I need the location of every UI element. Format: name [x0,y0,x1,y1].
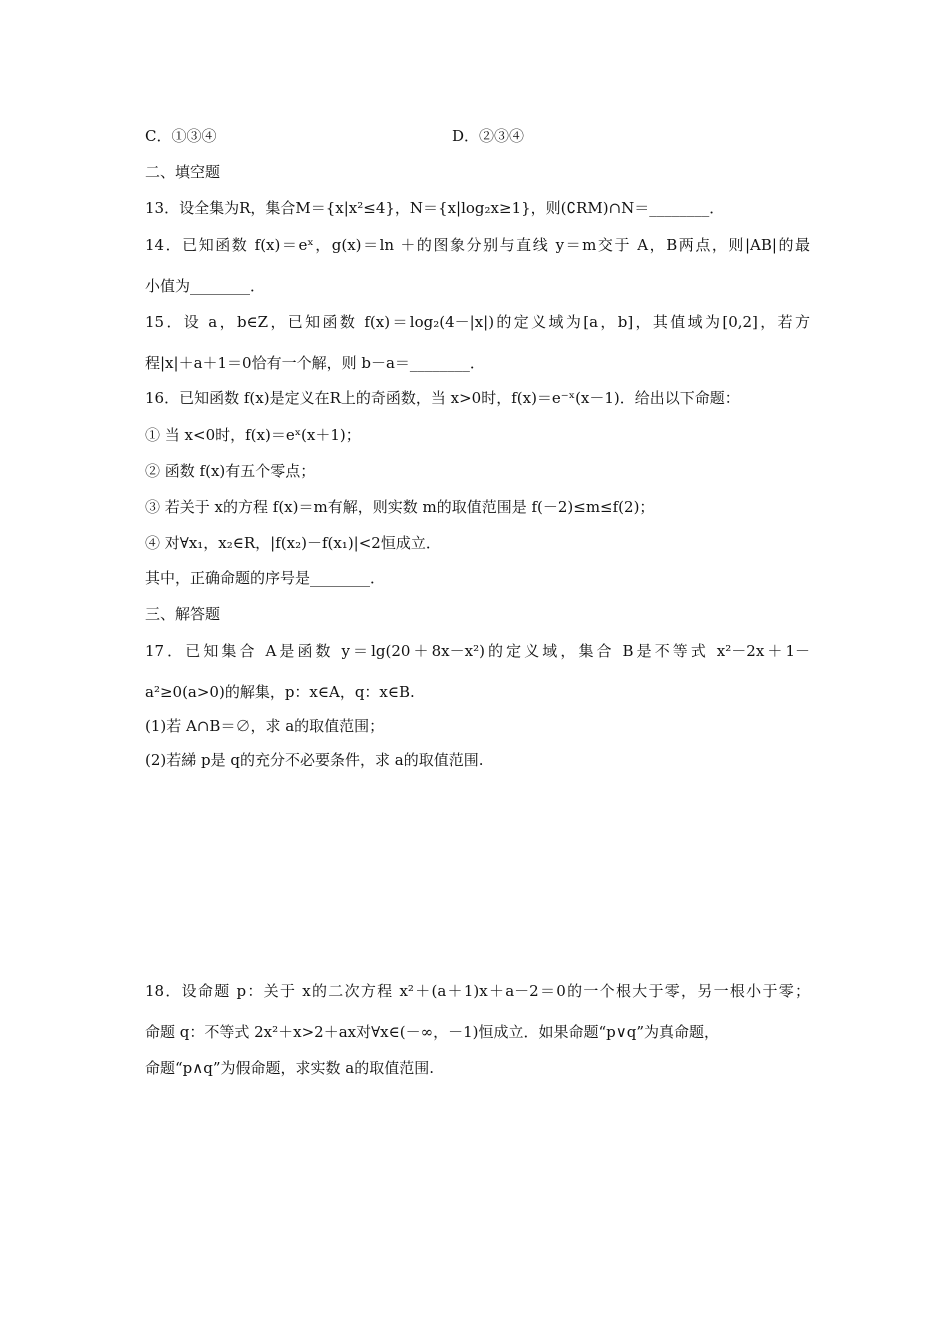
section-fill-in-heading: 二、填空题 [145,163,221,181]
question-14-line2: 小值为________． [145,277,266,295]
question-16-stem: 16．已知函数 f(x)是定义在R上的奇函数，当 x>0时，f(x)＝e⁻ˣ(x－1)．给出以下命题： [145,389,740,407]
question-17-part-2: (2)若綈 p是 q的充分不必要条件，求 a的取值范围. [145,751,484,769]
question-16-item-2: ② 函数 f(x)有五个零点； [145,462,316,480]
question-15-line1: 15．设 a，b∈Z，已知函数 f(x)＝log₂(4－|x|)的定义域为[a，b]，其值域为[0,2]，若方 [145,313,810,331]
question-16-ask: 其中，正确命题的序号是________． [145,569,386,587]
question-16-item-3: ③ 若关于 x的方程 f(x)＝m有解，则实数 m的取值范围是 f(－2)≤m≤f(2)； [145,498,655,516]
question-18-line2: 命题 q：不等式 2x²＋x>2＋ax对∀x∈(－∞，－1)恒成立．如果命题“p∨q”为真命题， [145,1023,720,1041]
section-answer-heading: 三、解答题 [145,605,221,623]
question-18-line3: 命题“p∧q”为假命题，求实数 a的取值范围. [145,1059,435,1077]
question-17-line2: a²≥0(a>0)的解集，p：x∈A，q：x∈B. [145,683,415,701]
question-14-line1: 14．已知函数 f(x)＝eˣ，g(x)＝ln ＋的图象分别与直线 y＝m交于 A，B两点，则|AB|的最 [145,236,810,254]
question-16-item-1: ① 当 x<0时，f(x)＝eˣ(x＋1)； [145,426,361,444]
question-15-line2: 程|x|＋a＋1＝0恰有一个解，则 b－a＝________． [145,354,485,372]
option-d: D．②③④ [452,127,525,145]
question-18-line1: 18．设命题 p：关于 x的二次方程 x²＋(a＋1)x＋a－2＝0的一个根大于零，另一根小于零； [145,982,810,1000]
question-17-part-1: (1)若 A∩B＝∅，求 a的取值范围； [145,717,385,735]
question-16-item-4: ④ 对∀x₁，x₂∈R，|f(x₂)－f(x₁)|<2恒成立． [145,534,441,552]
question-17-line1: 17．已知集合 A是函数 y＝lg(20＋8x－x²)的定义域，集合 B是不等式 x²－2x＋1－ [145,642,810,660]
question-13: 13．设全集为R，集合M＝{x|x²≤4}，N＝{x|log₂x≥1}，则(∁RM)∩N＝________． [145,199,725,217]
option-c: C．①③④ [145,127,217,145]
